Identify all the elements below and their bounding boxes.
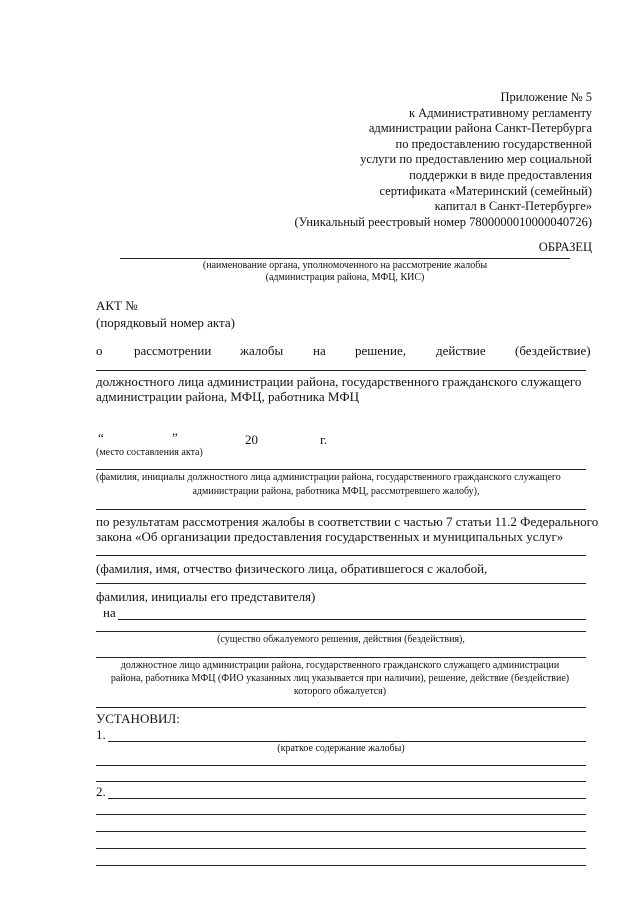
blank-line [96,583,586,584]
sample-label: ОБРАЗЕЦ [538,240,592,254]
organ-caption-1: (наименование органа, уполномоченного на рассмотрение жалобы [202,260,488,271]
reviewer-caption-2: администрации района, работника МФЦ, рассмотревшего жалобу), [192,486,480,497]
basis-line-2: закона «Об организации предоставления государственных и муниципальных услуг» [96,529,564,544]
header-line: сертификата «Материнский (семейный) [379,183,592,198]
reviewer-line [96,469,586,470]
header-line: Приложение № 5 [500,90,592,104]
blank-line [96,865,586,866]
official-line-1: должностного лица администрации района, государственного гражданского служащего [96,374,582,389]
about-word: о [96,343,103,358]
act-number-caption: (порядковый номер акта) [96,315,235,330]
blank-line [96,814,586,815]
blank-line [96,631,586,632]
place-caption: (место составления акта) [96,447,203,458]
header-line: поддержки в виде предоставления [409,167,592,182]
header-line: по предоставлению государственной [395,136,592,151]
blank-line [96,765,586,766]
on-label: на [103,605,116,620]
about-word: (бездействие) [515,343,591,358]
blank-line [96,509,586,510]
blank-line [96,370,586,371]
header-line: (Уникальный реестровый номер 7800000010000040726) [294,214,592,229]
item-1-number: 1. [96,727,106,742]
item-2-number: 2. [96,784,106,799]
reviewer-caption-1: (фамилия, инициалы должностного лица администрации района, государственного гражданского служащего [96,472,561,483]
item-2-line [108,798,586,799]
date-year-suffix: г. [320,432,328,447]
item-1-caption: (краткое содержание жалобы) [277,743,405,754]
blank-line [96,831,586,832]
item-1-line [108,741,586,742]
organ-caption-2: (администрация района, МФЦ, КИС) [265,272,425,283]
appealed-caption-2: района, работника МФЦ (ФИО указанных лиц указывается при наличии), решение, действие (бездействие) [110,673,570,684]
about-word: рассмотрении [134,343,212,358]
representative-caption: фамилия, инициалы его представителя) [96,589,316,604]
act-title: АКТ № [96,298,138,313]
date-open-quote: “ [98,430,104,445]
blank-line [96,781,586,782]
about-word: решение, [355,343,406,358]
subject-caption: (существо обжалуемого решения, действия (бездействия), [217,634,465,645]
basis-line-1: по результатам рассмотрения жалобы в соответствии с частью 7 статьи 11.2 Федерального [96,514,599,529]
header-line: администрации района Санкт-Петербурга [368,121,592,136]
about-word: жалобы [240,343,284,358]
blank-line [118,619,586,620]
about-word: на [313,343,326,358]
organ-name-line [120,258,570,259]
blank-line [96,555,586,556]
appealed-caption-3: которого обжалуется) [293,686,387,697]
date-year: 20 [245,432,258,447]
blank-line [96,657,586,658]
decision-title: УСТАНОВИЛ: [96,711,180,726]
appealed-caption-1: должностное лицо администрации района, государственного гражданского служащего администрации [120,660,560,671]
header-line: капитал в Санкт-Петербурге» [434,199,592,214]
official-line-2: администрации района, МФЦ, работника МФЦ [96,389,359,404]
appendix-header [262,90,592,230]
date-close-quote: ” [172,430,178,445]
applicant-caption: (фамилия, имя, отчество физического лица, обратившегося с жалобой, [96,561,488,576]
header-line: услуги по предоставлению мер социальной [360,152,592,167]
about-word: действие [436,343,486,358]
blank-line [96,707,586,708]
header-line: к Административному регламенту [408,105,592,120]
blank-line [96,848,586,849]
